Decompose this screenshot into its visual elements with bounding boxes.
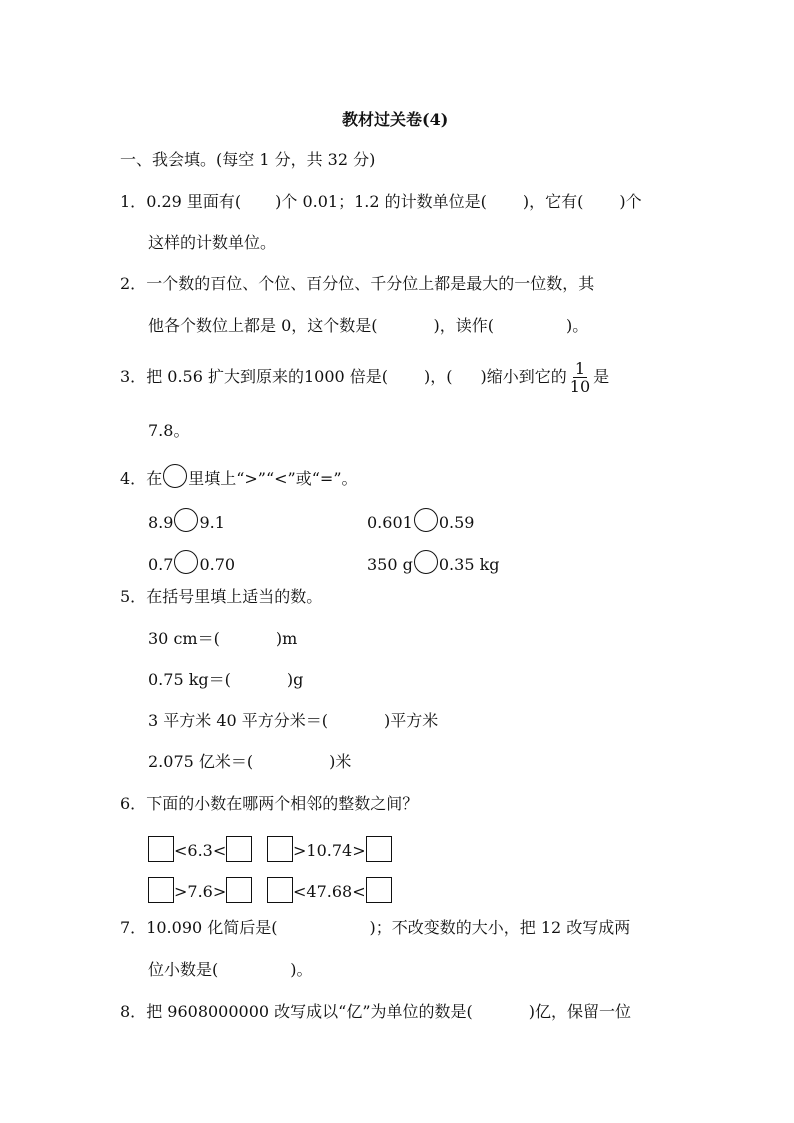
conversion-left: 3 平方米 40 平方分米＝( [148, 711, 329, 730]
q1-text-d: )个 [619, 192, 642, 211]
q3-text-c: )缩小到它的 [480, 367, 567, 386]
range-expression: >7.6> [174, 882, 227, 901]
compare-circle[interactable] [414, 508, 438, 532]
conversion-left: 0.75 kg＝( [148, 670, 231, 689]
compare-item [148, 508, 225, 533]
conversion-item [148, 670, 303, 690]
question-1-line-2: 这样的计数单位。 [148, 233, 277, 252]
answer-box[interactable] [148, 877, 174, 903]
q2-text-b: )，读作( [433, 316, 495, 335]
conversion-item [148, 711, 438, 731]
answer-box[interactable] [226, 877, 252, 903]
range-expression: >10.74> [293, 841, 366, 860]
fraction-denominator: 10 [569, 377, 591, 396]
question-3-line-1 [120, 360, 609, 395]
compare-circle[interactable] [174, 550, 198, 574]
answer-box[interactable] [226, 836, 252, 862]
question-5-number: 5． [120, 587, 147, 606]
q7-text-d: )。 [290, 960, 313, 979]
conversion-unit: )平方米 [384, 711, 439, 730]
conversion-unit: )m [275, 629, 298, 648]
range-expression: <6.3< [174, 841, 227, 860]
question-3-line-2: 7.8。 [148, 421, 190, 440]
question-3-number: 3． [120, 367, 147, 386]
compare-left-value: 0.601 [367, 513, 413, 532]
q2-text-a: 他各个数位上都是 0，这个数是( [148, 316, 378, 335]
conversion-unit: )g [286, 670, 304, 689]
q2-text: 一个数的百位、个位、百分位、千分位上都是最大的一位数，其 [146, 274, 595, 293]
question-8-line-1 [120, 1002, 631, 1022]
q7-text-a: 10.090 化简后是( [146, 918, 278, 937]
q8-text-a: 把 9608000000 改写成以“亿”为单位的数是( [146, 1002, 473, 1021]
question-2-line-2 [148, 316, 588, 336]
compare-item [367, 550, 500, 575]
question-5-line-1 [120, 587, 322, 607]
compare-right-value: 0.59 [438, 513, 475, 532]
q7-text-c: 位小数是( [148, 960, 219, 979]
compare-left-value: 8.9 [148, 513, 174, 532]
question-7-number: 7． [120, 918, 147, 937]
question-1-number: 1． [120, 192, 147, 211]
question-2-line-1 [120, 274, 594, 294]
range-expression: <47.68< [293, 882, 366, 901]
circle-icon [163, 464, 187, 488]
q1-text-c: )，它有( [522, 192, 584, 211]
question-1-line-1 [120, 192, 642, 212]
range-item [267, 877, 392, 903]
answer-box[interactable] [267, 877, 293, 903]
q4-text-a: 在 [146, 469, 163, 488]
compare-item [148, 550, 235, 575]
answer-box[interactable] [267, 836, 293, 862]
compare-right-value: 0.35 kg [438, 555, 500, 574]
answer-box[interactable] [366, 877, 392, 903]
fraction-one-tenth [568, 360, 592, 395]
conversion-left: 30 cm＝( [148, 629, 220, 648]
question-7-line-1 [120, 918, 630, 938]
fraction-numerator: 1 [574, 359, 586, 378]
compare-left-value: 350 g [367, 555, 413, 574]
compare-circle[interactable] [414, 550, 438, 574]
compare-right-value: 9.1 [199, 513, 225, 532]
q5-text: 在括号里填上适当的数。 [146, 587, 323, 606]
section-heading: 一、我会填。(每空 1 分，共 32 分) [120, 150, 376, 169]
q3-text-d: 是 [593, 367, 610, 386]
range-item [148, 836, 252, 862]
question-4-number: 4． [120, 469, 147, 488]
question-2-number: 2． [120, 274, 147, 293]
answer-box[interactable] [148, 836, 174, 862]
compare-item [367, 508, 474, 533]
range-item [148, 877, 252, 903]
conversion-unit: )米 [329, 752, 352, 771]
conversion-left: 2.075 亿米＝( [148, 752, 254, 771]
conversion-item [148, 629, 297, 649]
compare-right-value: 0.70 [199, 555, 236, 574]
q2-text-c: )。 [566, 316, 589, 335]
compare-left-value: 0.7 [148, 555, 174, 574]
question-6-number: 6． [120, 794, 147, 813]
q3-text-a: 把 0.56 扩大到原来的1000 倍是( [146, 367, 389, 386]
q1-text-b: )个 0.01；1.2 的计数单位是( [275, 192, 487, 211]
question-8-number: 8． [120, 1002, 147, 1021]
question-6-line-1 [120, 794, 418, 814]
range-item [267, 836, 392, 862]
q3-text-b: )，( [424, 367, 453, 386]
conversion-item [148, 752, 351, 772]
question-4-line-1 [120, 464, 358, 489]
question-7-line-2 [148, 960, 313, 980]
q4-text-b: 里填上“>”“<”或“=”。 [188, 469, 358, 488]
answer-box[interactable] [366, 836, 392, 862]
q6-text: 下面的小数在哪两个相邻的整数之间？ [146, 794, 419, 813]
q1-text-a: 0.29 里面有( [146, 192, 242, 211]
q8-text-b: )亿，保留一位 [528, 1002, 632, 1021]
q7-text-b: )；不改变数的大小，把 12 改写成两 [369, 918, 631, 937]
compare-circle[interactable] [174, 508, 198, 532]
page-title: 教材过关卷(4) [342, 110, 449, 129]
